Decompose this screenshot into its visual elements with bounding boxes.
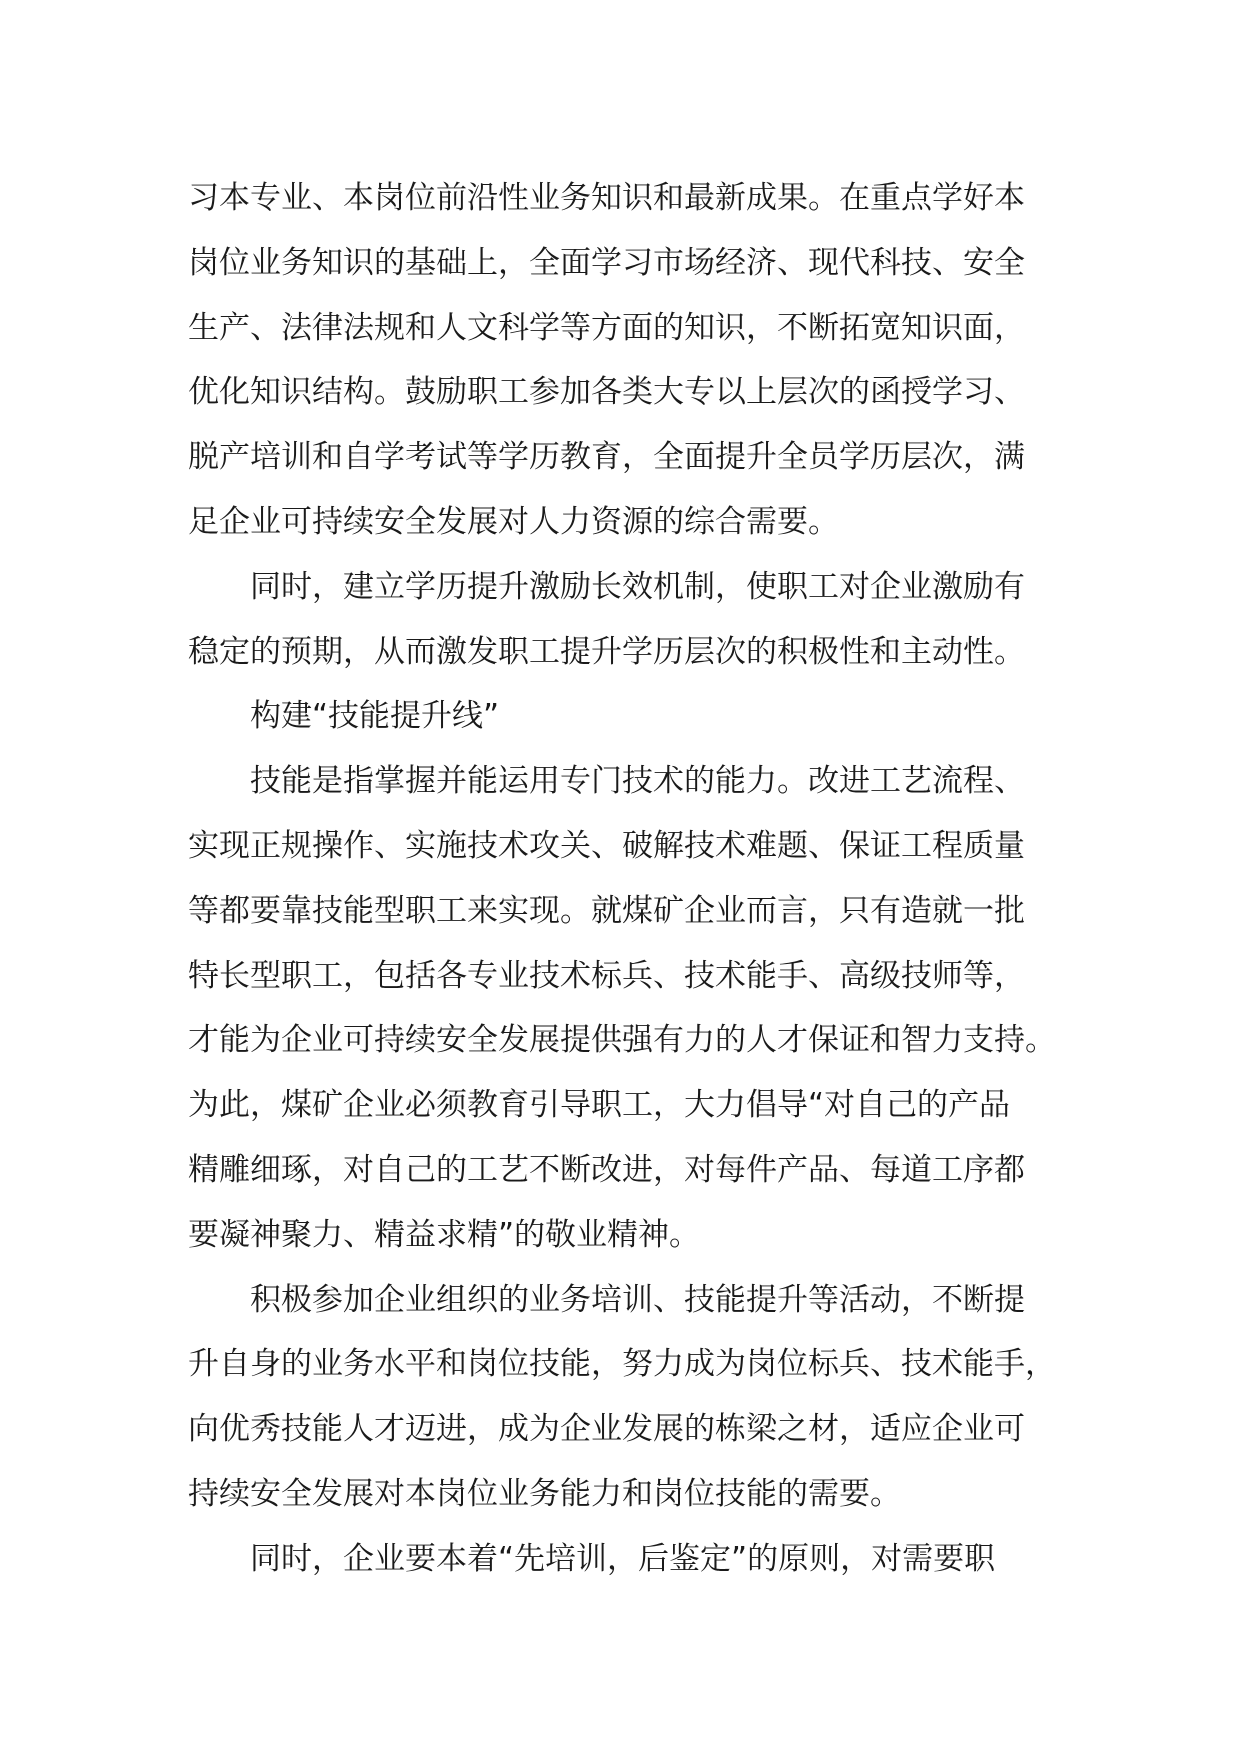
text-line: 向优秀技能人才迈进，成为企业发展的栋梁之材，适应企业可 [188, 1411, 1025, 1448]
paragraph-training-principle [188, 1527, 1068, 1592]
text-line: 才能为企业可持续安全发展提供强有力的人才保证和智力支持。 [188, 1022, 1056, 1059]
text-line: 同时，企业要本着“先培训，后鉴定”的原则，对需要职 [250, 1540, 996, 1577]
document-body [188, 166, 1068, 1592]
text-line: 生产、法律法规和人文科学等方面的知识，不断拓宽知识面， [188, 309, 1025, 346]
text-line: 岗位业务知识的基础上，全面学习市场经济、现代科技、安全 [188, 244, 1025, 281]
text-line: 特长型职工，包括各专业技术标兵、技术能手、高级技师等， [188, 957, 1025, 994]
paragraph-skill-definition [188, 749, 1068, 1267]
text-line: 实现正规操作、实施技术攻关、破解技术难题、保证工程质量 [188, 827, 1025, 864]
paragraph-education-content [188, 166, 1068, 555]
text-line: 稳定的预期，从而激发职工提升学历层次的积极性和主动性。 [188, 633, 1025, 670]
heading-line: 构建“技能提升线” [250, 698, 500, 735]
text-line: 习本专业、本岗位前沿性业务知识和最新成果。在重点学好本 [188, 180, 1025, 216]
text-line: 技能是指掌握并能运用专门技术的能力。改进工艺流程、 [250, 763, 1025, 800]
text-line: 升自身的业务水平和岗位技能，努力成为岗位标兵、技术能手， [188, 1346, 1056, 1383]
paragraph-training-participation [188, 1268, 1068, 1527]
text-line: 为此，煤矿企业必须教育引导职工，大力倡导“对自己的产品 [188, 1087, 1011, 1124]
section-heading [188, 684, 1068, 749]
text-line: 优化知识结构。鼓励职工参加各类大专以上层次的函授学习、 [188, 374, 1025, 411]
text-line: 持续安全发展对本岗位业务能力和岗位技能的需要。 [188, 1475, 901, 1512]
text-line: 积极参加企业组织的业务培训、技能提升等活动，不断提 [250, 1281, 1025, 1318]
text-line: 脱产培训和自学考试等学历教育，全面提升全员学历层次，满 [188, 439, 1025, 476]
text-line: 同时，建立学历提升激励长效机制，使职工对企业激励有 [250, 568, 1025, 605]
text-line: 要凝神聚力、精益求精”的敬业精神。 [188, 1216, 701, 1253]
paragraph-incentive-mechanism [188, 555, 1068, 685]
text-line: 等都要靠技能型职工来实现。就煤矿企业而言，只有造就一批 [188, 892, 1025, 929]
text-line: 精雕细琢，对自己的工艺不断改进，对每件产品、每道工序都 [188, 1151, 1025, 1188]
text-line: 足企业可持续安全发展对人力资源的综合需要。 [188, 503, 839, 540]
